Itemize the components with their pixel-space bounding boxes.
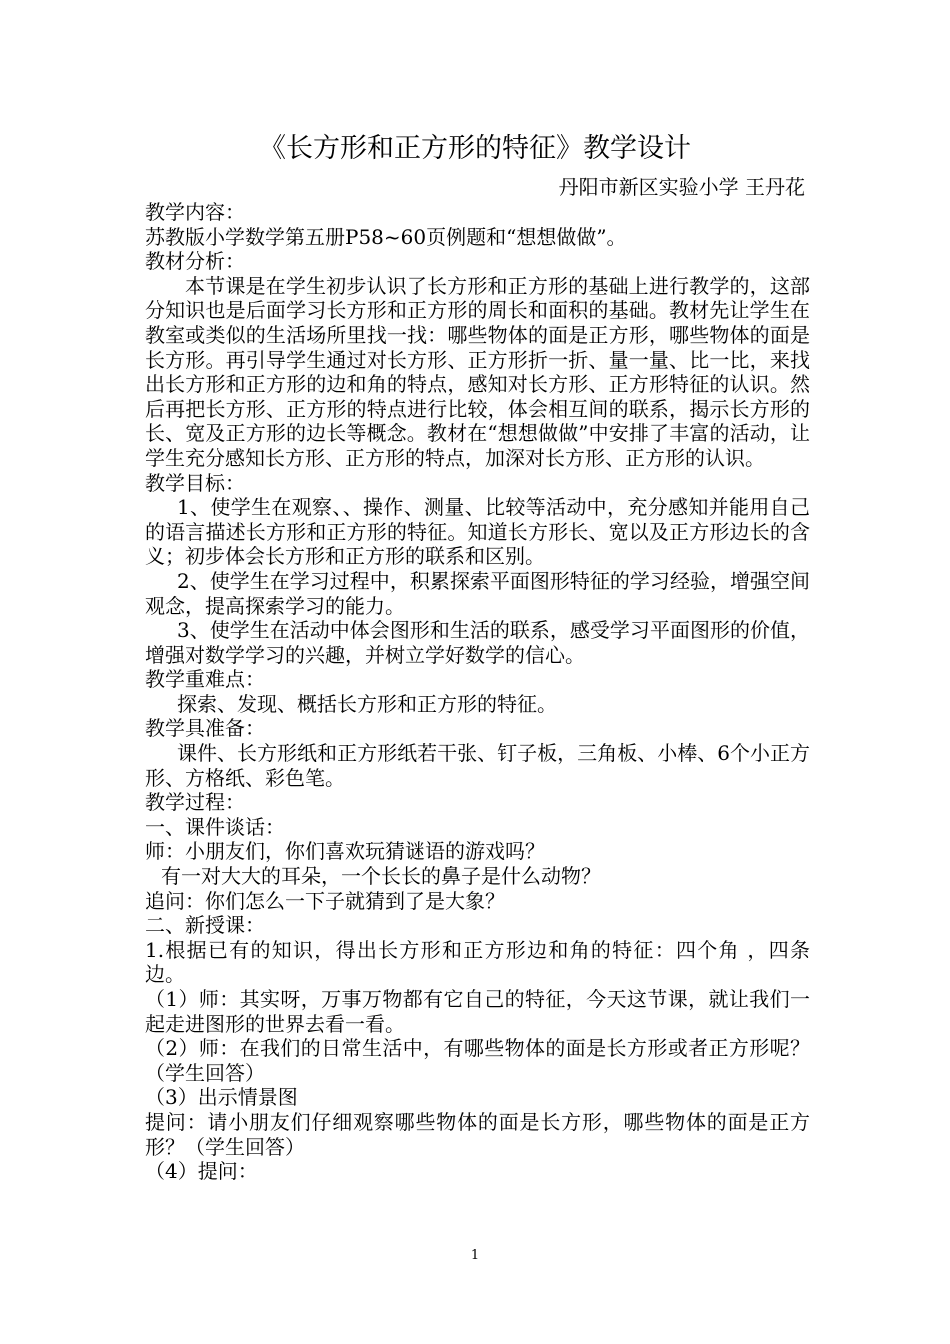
heading-materials: 教学具准备： — [145, 716, 265, 741]
heading-teaching-process: 教学过程： — [145, 790, 245, 815]
heading-key-points: 教学重难点： — [145, 667, 265, 692]
heading-teaching-content: 教学内容： — [145, 200, 245, 224]
author-line: 丹阳市新区实验小学 王丹花 — [558, 175, 805, 199]
paragraph-question: 提问：请小朋友们仔细观察哪些物体的面是长方形，哪些物体的面是正方形？（学生回答） — [145, 1109, 810, 1159]
paragraph-goal-3: 3、使学生在活动中体会图形和生活的联系，感受学习平面图形的价值，增强对数学学习的兴趣，并树立学好数学的信心。 — [145, 618, 810, 667]
heading-teaching-goals: 教学目标： — [145, 470, 245, 495]
paragraph-riddle: 有一对大大的耳朵，一个长长的鼻子是什么动物？ — [161, 864, 601, 889]
heading-material-analysis: 教材分析： — [145, 249, 245, 274]
paragraph-key-points: 探索、发现、概括长方形和正方形的特征。 — [177, 691, 557, 716]
paragraph-follow-up: 追问：你们怎么一下子就猜到了是大象？ — [145, 888, 505, 913]
page-number: 1 — [470, 1248, 480, 1263]
heading-section-1: 一、课件谈话： — [145, 814, 285, 839]
paragraph-step-1: 1.根据已有的知识，得出长方形和正方形边和角的特征：四个角 ，四条边。 — [145, 937, 810, 987]
document-body — [145, 200, 810, 1184]
paragraph-goal-1: 1、使学生在观察、、操作、测量、比较等活动中，充分感知并能用自己的语言描述长方形和正方形的特征。知道长方形长、宽以及正方形边长的含义；初步体会长方形和正方形的联系和区别。 — [145, 495, 810, 569]
paragraph-teaching-content: 苏教版小学数学第五册P58~60页例题和“想想做做”。 — [145, 224, 627, 249]
heading-section-2: 二、新授课： — [145, 913, 265, 938]
paragraph-step-1-4: （4）提问： — [145, 1159, 258, 1184]
paragraph-materials: 课件、长方形纸和正方形纸若干张、钉子板，三角板、小棒、6个小正方形、方格纸、彩色笔。 — [145, 741, 810, 790]
paragraph-step-1-3: （3）出示情景图 — [145, 1085, 298, 1110]
paragraph-goal-2: 2、使学生在学习过程中，积累探索平面图形特征的学习经验，增强空间观念，提高探索学习的能力。 — [145, 568, 810, 618]
paragraph-step-1-1: （1）师：其实呀，万事万物都有它自己的特征，今天这节课，就让我们一起走进图形的世界去看一看。 — [145, 987, 810, 1036]
paragraph-step-1-2: （2）师：在我们的日常生活中，有哪些物体的面是长方形或者正方形呢？（学生回答） — [145, 1036, 810, 1085]
paragraph-material-analysis: 本节课是在学生初步认识了长方形和正方形的基础上进行教学的，这部分知识也是后面学习长方形和正方形的周长和面积的基础。教材先让学生在教室或类似的生活场所里找一找：哪些物体的面是正方形，哪些物体的面是长方形。再引导学生通过对长方形、正方形折一折、量一量、比一比，来找出长方形和正方形的边和角的特点，感知对长方形、正方形特征的认识。然后再把长方形、正方形的特点进行比较，体会相互间的联系，揭示长方形的长、宽及正方形的边长等概念。教材在“想想做做”中安排了丰富的活动，让学生充分感知长方形、正方形的特点，加深对长方形、正方形的认识。 — [145, 273, 810, 470]
document-title: 《长方形和正方形的特征》教学设计 — [259, 133, 691, 164]
paragraph-teacher-question: 师：小朋友们，你们喜欢玩猜谜语的游戏吗？ — [145, 839, 545, 864]
